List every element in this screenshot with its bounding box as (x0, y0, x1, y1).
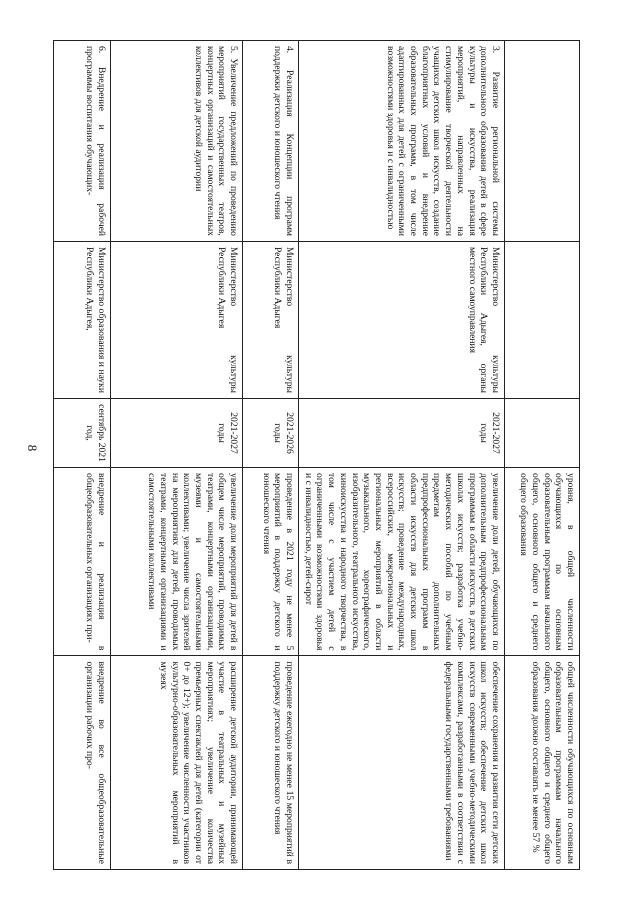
cell-period: 2021-2027 годы (111, 398, 243, 467)
cell-measure: 4. Реализация Концепции программ поддержки детского и юношеского чтения (243, 41, 299, 242)
rotated-table-page (45, 40, 580, 870)
cell-responsible (505, 241, 580, 398)
page-number: 8 (25, 444, 40, 452)
cell-measure: 3. Развитие региональной системы дополнительного образования детей в сфере культуры и искусства, реализация мероприятий, направленных на стимулирование творческой деятельности учащихся детских школ искусств, создание благоприятных условий и внедрение образовательных программ, в том числе адаптированных для детей с ограниченными возможностями здоровья и с инвалидностью (299, 41, 505, 242)
table-row (243, 41, 299, 870)
cell-measure: 5. Увеличение предложений по проведению мероприятий государственных театров, концертных организаций и самостоятельных коллективов для детской аудитории (111, 41, 243, 242)
cell-responsible: Министерство культуры Республики Адыгея (111, 241, 243, 398)
cell-indicator: увеличение доли мероприятий для детей в общем числе мероприятий, проводимых театрами, концертными организациями, музеями и самостоятельными коллективами; увеличение числа зрителей на мероприятиях для детей, проводимых театрами, концертными организациями и самостоятельными коллективами (111, 468, 243, 656)
cell-indicator: увеличение доли детей, обучающихся по дополнительным предпрофессиональным программам в области искусств, в детских школах искусств; разработка учебно-методических пособий по учебным предметам дополнительных предпрофессиональных программ в области искусств для детских школ искусств; проведение международных, всероссийских, межрегиональных и региональных мероприятий в области музыкального, хореографического, изобразительного, театрального искусства, киноискусства и народного творчества, в том числе с участием детей с ограниченными возможностями здоровья и с инвалидностью, детей-сирот (299, 468, 505, 656)
cell-period: 2021-2027 годы (299, 398, 505, 467)
cell-measure (505, 41, 580, 242)
table-row (505, 41, 580, 870)
cell-indicator: внедрение и реализация в общеобразовательных организациях при- (54, 468, 111, 656)
table-row (111, 41, 243, 870)
cell-period: сентябрь 2021 год, (54, 398, 111, 467)
measures-table (53, 40, 580, 870)
cell-result: общей численности обучающихся по основным образовательным программам начального общего, основного общего и среднего общего образования должно составлять не менее 57 % (505, 656, 580, 870)
cell-period: 2021-2026 годы (243, 398, 299, 467)
cell-measure: 6. Внедрение и реализация рабочей программы воспитания обучающих- (54, 41, 111, 242)
table-row (54, 41, 111, 870)
cell-responsible: Министерство культуры Республики Адыгея (243, 241, 299, 398)
cell-indicator: уровня, в общей численности обучающихся по основным образовательным программам начального общего, основного общего и среднего общего образования (505, 468, 580, 656)
cell-period (505, 398, 580, 467)
cell-responsible: Министерство образования и науки Республики Адыгея, (54, 241, 111, 398)
cell-result: обеспечение сохранения и развития сети детских школ искусств; обеспечение детских школ искусств современными учебно-методическими комплексами, разработанными в соответствии с федеральными государственными требованиями (299, 656, 505, 870)
cell-result: расширение детской аудитории, принимающей участие в театральных и музейных мероприятиях; увеличение количества премьерных спектаклей для детей (категории от 0+ до 12+); увеличение численности участников культурно-образовательных мероприятий в музеях (111, 656, 243, 870)
cell-responsible: Министерство культуры Республики Адыгея, органы местного самоуправления (299, 241, 505, 398)
cell-result: проведение ежегодно не менее 15 мероприятий в поддержку детского и юношеского чтения (243, 656, 299, 870)
cell-result: внедрение во все общеобразовательные организации рабочих про- (54, 656, 111, 870)
cell-indicator: проведение в 2021 году не менее 5 мероприятий в поддержку детского и юношеского чтения (243, 468, 299, 656)
table-row (299, 41, 505, 870)
